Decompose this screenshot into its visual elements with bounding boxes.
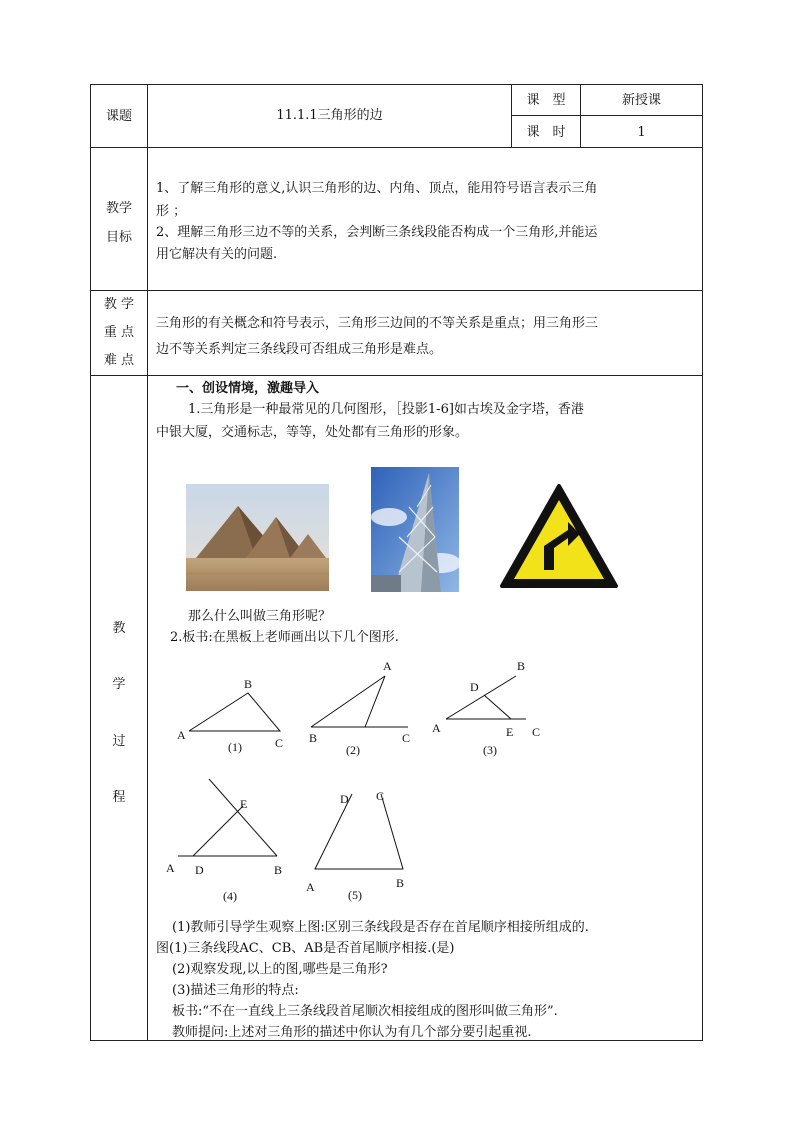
row-line-1 — [90, 147, 703, 148]
fig4-label-a: A — [166, 861, 175, 875]
fig5-caption: (5) — [348, 888, 362, 902]
fig3-segment-de — [484, 695, 511, 719]
warning-sign-icon — [498, 482, 620, 590]
tower-photo — [371, 467, 459, 592]
row-line-2 — [90, 290, 703, 291]
fig1-caption: (1) — [228, 740, 242, 754]
goals-label-2: 目标 — [105, 230, 132, 245]
fig2-caption: (2) — [346, 743, 360, 757]
table-border-right — [702, 84, 703, 1041]
section-title: 一、创设情境，激趣导入 — [176, 381, 320, 396]
fig2-label-b: B — [309, 731, 318, 745]
fig3-label-a: A — [432, 721, 441, 735]
tail-line-2: 图(1)三条线段AC、CB、AB是否首尾顺序相接.(是) — [156, 941, 455, 956]
fig2-label-a: A — [383, 659, 392, 673]
process-label-2: 学 — [112, 677, 126, 692]
fig3-label-c: C — [532, 725, 541, 739]
process-label-3: 过 — [112, 734, 126, 749]
goals-label-1: 教学 — [105, 201, 132, 216]
fig1-label-c: C — [275, 736, 284, 750]
fig5-label-c: C — [376, 789, 385, 803]
fig5-label-a: A — [306, 880, 315, 894]
tail-line-3: (2)观察发现,以上的图,哪些是三角形? — [172, 962, 388, 977]
pyramids-illustration — [186, 484, 329, 591]
fig5-quad-open — [315, 794, 403, 869]
fig3-ray-ab — [446, 676, 516, 719]
fig4-line-b — [209, 779, 277, 856]
pyramids-photo — [186, 484, 329, 591]
keypoints-label-3: 难 点 — [103, 353, 135, 368]
keypoints-label-2: 重 点 — [103, 325, 135, 340]
fig3-label-d: D — [470, 680, 479, 694]
traffic-sign — [498, 482, 620, 590]
topic-title: 11.1.1三角形的边 — [276, 108, 383, 123]
intro-line-1: 1.三角形是一种最常见的几何图形，［投影1-6]如古埃及金字塔，香港 — [188, 402, 584, 417]
goals-line-2: 形 ； — [156, 204, 187, 219]
fig3-label-b: B — [517, 659, 526, 673]
tail-line-4: (3)描述三角形的特点: — [172, 983, 299, 998]
fig5-label-b: B — [396, 876, 405, 890]
process-label-1: 教 — [112, 621, 126, 636]
fig4-label-d: D — [195, 863, 204, 877]
tail-line-6: 教师提问:上述对三角形的描述中你认为有几个部分要引起重视. — [172, 1025, 532, 1040]
topic-label: 课题 — [105, 109, 132, 124]
label-column-divider — [147, 84, 148, 1041]
goals-line-1: 1、了解三角形的意义,认识三角形的边、内角、顶点，能用符号语言表示三角 — [156, 181, 598, 196]
fig4-caption: (4) — [223, 889, 237, 903]
keypoints-line-1: 三角形的有关概念和符号表示，三角形三边间的不等关系是重点；用三角形三 — [156, 316, 599, 331]
keypoints-label-1: 教 学 — [103, 297, 135, 312]
fig4-label-e: E — [240, 797, 248, 811]
tail-line-1: (1)教师引导学生观察上图:区别三条线段是否存在首尾顺序相接所组成的. — [172, 920, 589, 935]
hours-label: 课 时 — [526, 125, 566, 140]
header-mid-line — [511, 115, 703, 116]
fig5-label-d: D — [340, 792, 349, 806]
tower-illustration — [371, 467, 459, 592]
question-line: 那么什么叫做三角形呢？ — [188, 609, 332, 624]
process-label-4: 程 — [112, 790, 126, 805]
fig2-side-a-down — [365, 676, 385, 727]
table-border-left — [90, 84, 91, 1041]
fig2-label-c: C — [402, 731, 411, 745]
tail-line-5: 板书:“不在一直线上三条线段首尾顺次相接组成的图形叫做三角形”. — [172, 1004, 558, 1019]
board-intro-line: 2.板书:在黑板上老师画出以下几个图形. — [170, 630, 399, 645]
goals-line-3: 2、理解三角形三边不等的关系，会判断三条线段能否构成一个三角形,并能运 — [156, 225, 598, 240]
fig1-label-b: B — [244, 677, 253, 691]
fig1-triangle — [189, 693, 280, 731]
type-label: 课 型 — [526, 93, 566, 108]
geometry-figures — [150, 650, 700, 910]
intro-line-2: 中银大厦，交通标志，等等，处处都有三角形的形象。 — [156, 425, 469, 440]
fig4-line-d — [193, 806, 243, 856]
fig2-side-ba — [311, 676, 385, 727]
keypoints-line-2: 边不等关系判定三条线段可否组成三角形是难点。 — [156, 342, 443, 357]
fig1-label-a: A — [177, 728, 186, 742]
fig3-label-e: E — [506, 725, 514, 739]
hours-value: 1 — [637, 125, 646, 140]
row-line-3 — [90, 375, 703, 376]
type-value: 新授课 — [621, 93, 661, 108]
fig4-label-b: B — [274, 863, 283, 877]
fig3-caption: (3) — [483, 743, 497, 757]
table-border-top — [90, 84, 703, 85]
goals-line-4: 用它解决有关的问题. — [156, 247, 278, 262]
